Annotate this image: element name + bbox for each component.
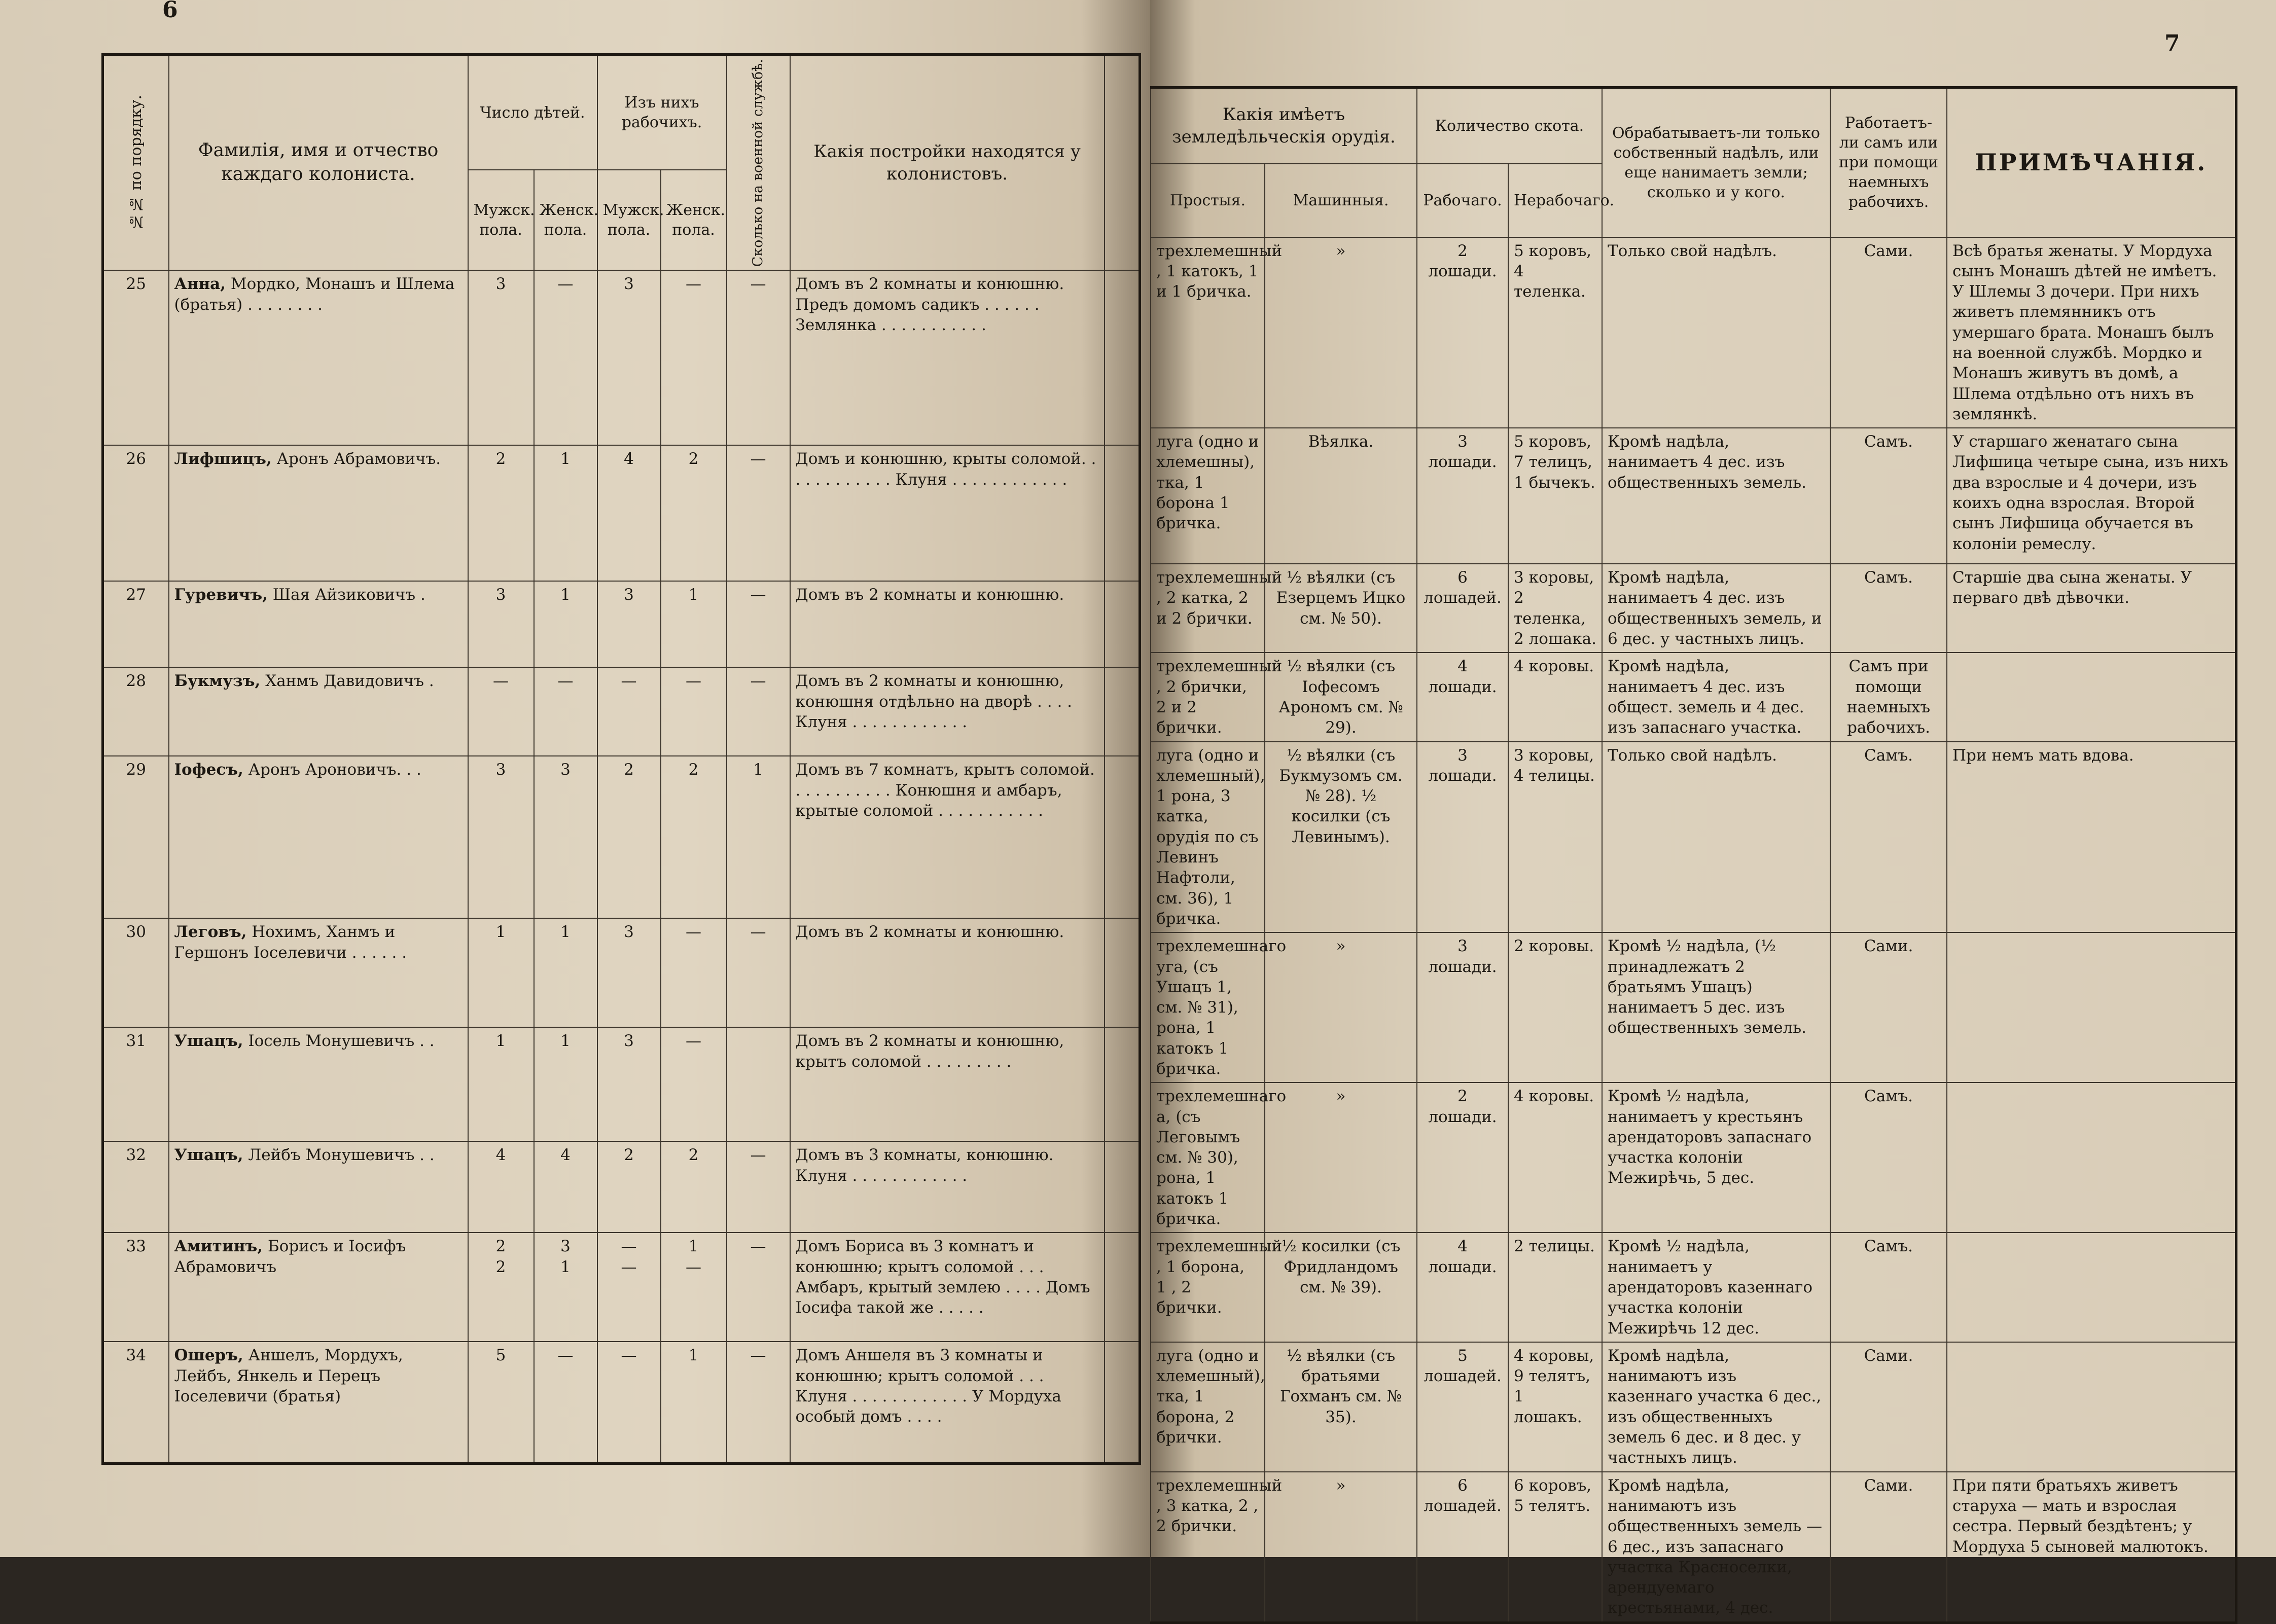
cattle-nonworking: 4 коровы.	[1508, 653, 1602, 741]
workers-male: — —	[597, 1233, 661, 1342]
tools-simple: трехлемешный , 1 борона, 1 , 2 брички.	[1151, 1233, 1265, 1342]
cattle-working: 3 лошади.	[1417, 742, 1508, 933]
table-row	[1151, 1342, 2236, 1472]
labor: Самъ при помощи наемныхъ рабочихъ.	[1830, 653, 1947, 741]
tools-simple: трехлемешный , 2 катка, 2 и 2 брички.	[1151, 564, 1265, 653]
labor: Сами.	[1830, 932, 1947, 1082]
cut-cell	[1105, 756, 1140, 918]
tools-machine: ½ вѣялки (съ Іофесомъ Арономъ см. № 29).	[1265, 653, 1417, 741]
military-service: —	[727, 270, 790, 445]
tools-simple: луга (одно и хлемешный), тка, 1 борона, 2 брички.	[1151, 1342, 1265, 1472]
military-service: —	[727, 1342, 790, 1463]
notes: Старшіе два сына женаты. У перваго двѣ дѣвочки.	[1947, 564, 2236, 653]
children-male: 4	[468, 1141, 534, 1233]
cattle-nonworking: 6 коровъ, 5 телятъ.	[1508, 1472, 1602, 1623]
children-female: 4	[534, 1141, 597, 1233]
labor: Сами.	[1830, 1472, 1947, 1623]
cattle-nonworking: 2 телицы.	[1508, 1233, 1602, 1342]
labor: Самъ.	[1830, 428, 1947, 564]
labor: Сами.	[1830, 1342, 1947, 1472]
cattle-working: 6 лошадей.	[1417, 564, 1508, 653]
header-workers: Изъ нихъ рабочихъ.	[597, 55, 727, 170]
row-number: 34	[103, 1342, 169, 1463]
cattle-nonworking: 2 коровы.	[1508, 932, 1602, 1082]
workers-female: 2	[661, 756, 727, 918]
colonist-name	[169, 667, 468, 756]
header-notes: ПРИМѢЧАНІЯ.	[1947, 88, 2236, 237]
children-female: 1	[534, 1027, 597, 1141]
workers-male: 4	[597, 445, 661, 581]
table-row	[1151, 1082, 2236, 1233]
tools-machine: »	[1265, 932, 1417, 1082]
workers-male: 2	[597, 756, 661, 918]
labor: Самъ.	[1830, 1082, 1947, 1233]
table-row	[1151, 237, 2236, 428]
buildings: Домъ въ 2 комнаты и конюшню, крытъ соломой . . . . . . . . .	[790, 1027, 1105, 1141]
notes	[1947, 1233, 2236, 1342]
colonist-given-names: Шая Айзиковичъ .	[267, 586, 425, 604]
colonist-name	[169, 270, 468, 445]
cattle-working: 2 лошади.	[1417, 237, 1508, 428]
land-usage: Кромѣ надѣла, нанимаетъ 4 дес. изъ общест. земель и 4 дес. изъ запаснаго участка.	[1602, 653, 1830, 741]
workers-male: 3	[597, 1027, 661, 1141]
colonist-name	[169, 918, 468, 1027]
buildings: Домъ и конюшню, крыты соломой. . . . . . . . . . . . Клуня . . . . . . . . . . . .	[790, 445, 1105, 581]
labor: Самъ.	[1830, 564, 1947, 653]
left-census-table	[101, 53, 1141, 1465]
children-male: 2	[468, 445, 534, 581]
cattle-working: 6 лошадей.	[1417, 1472, 1508, 1623]
buildings: Домъ Бориса въ 3 комнатъ и конюшню; крытъ соломой . . . Амбаръ, крытый землею . . . . Домъ Іосифа такой же . . . . .	[790, 1233, 1105, 1342]
land-usage: Кромѣ ½ надѣла, нанимаетъ у крестьянъ арендаторовъ запаснаго участка колоніи Межирѣчь, 5 дес.	[1602, 1082, 1830, 1233]
cut-cell	[1105, 445, 1140, 581]
workers-female: 1 —	[661, 1233, 727, 1342]
children-male: —	[468, 667, 534, 756]
military-service: 1	[727, 756, 790, 918]
page-number-right: 7	[2164, 30, 2180, 56]
land-usage: Кромѣ надѣла, нанимаютъ изъ общественныхъ земель — 6 дес., изъ запаснаго участка Красноселки, арендуемаго крестьянами, 4 дес.	[1602, 1472, 1830, 1623]
colonist-given-names: Аронъ Ароновичъ. . .	[243, 761, 421, 779]
land-usage: Кромѣ ½ надѣла, (½ принадлежатъ 2 братьямъ Ушацъ) нанимаетъ 5 дес. изъ общественныхъ земель.	[1602, 932, 1830, 1082]
page-number-left: 6	[162, 0, 178, 23]
cut-cell	[1105, 1027, 1140, 1141]
header-tools: Какія имѣетъ земледѣльческія орудія.	[1151, 88, 1417, 164]
buildings: Домъ въ 2 комнаты и конюшню. Предъ домомъ садикъ . . . . . . Землянка . . . . . . . . . . .	[790, 270, 1105, 445]
colonist-surname: Амитинъ,	[174, 1237, 263, 1256]
tools-machine: ½ косилки (съ Фридландомъ см. № 39).	[1265, 1233, 1417, 1342]
cut-cell	[1105, 270, 1140, 445]
colonist-given-names: Аншелъ, Мордухъ, Лейбъ, Янкель и Перецъ Іоселевичи (братья)	[174, 1346, 403, 1405]
workers-female: 2	[661, 1141, 727, 1233]
header-children-male: Мужск. пола.	[468, 170, 534, 270]
buildings: Домъ въ 2 комнаты и конюшню.	[790, 918, 1105, 1027]
cattle-working: 3 лошади.	[1417, 932, 1508, 1082]
tools-simple: трехлемешный , 3 катка, 2 , 2 брички.	[1151, 1472, 1265, 1623]
colonist-surname: Ушацъ,	[174, 1146, 243, 1165]
colonist-given-names: Лейбъ Монушевичъ . .	[243, 1146, 435, 1165]
header-children-female: Женск. пола.	[534, 170, 597, 270]
children-male: 1	[468, 1027, 534, 1141]
workers-male: 3	[597, 270, 661, 445]
cut-cell	[1105, 667, 1140, 756]
colonist-name	[169, 1342, 468, 1463]
workers-male: —	[597, 667, 661, 756]
workers-female: 1	[661, 1342, 727, 1463]
labor: Самъ.	[1830, 1233, 1947, 1342]
military-service	[727, 1027, 790, 1141]
table-row	[1151, 932, 2236, 1082]
row-number: 30	[103, 918, 169, 1027]
table-row	[103, 581, 1140, 667]
tools-simple: трехлемешный , 2 брички, 2 и 2 брички.	[1151, 653, 1265, 741]
row-number: 25	[103, 270, 169, 445]
cut-cell	[1105, 581, 1140, 667]
workers-female: 2	[661, 445, 727, 581]
table-row	[103, 445, 1140, 581]
table-row	[103, 918, 1140, 1027]
military-service: —	[727, 1141, 790, 1233]
tools-machine: ½ вѣялки (съ братьями Гохманъ см. № 35).	[1265, 1342, 1417, 1472]
workers-male: 3	[597, 918, 661, 1027]
tools-machine: ½ вѣялки (съ Езерцемъ Ицко см. № 50).	[1265, 564, 1417, 653]
children-female: —	[534, 270, 597, 445]
row-number: 29	[103, 756, 169, 918]
tools-simple: трехлемешнаго уга, (съ Ушацъ 1, см. № 31), рона, 1 катокъ 1 бричка.	[1151, 932, 1265, 1082]
cattle-nonworking: 4 коровы.	[1508, 1082, 1602, 1233]
cut-cell	[1105, 1342, 1140, 1463]
children-male: 3	[468, 756, 534, 918]
row-number: 26	[103, 445, 169, 581]
table-row	[1151, 742, 2236, 933]
cut-cell	[1105, 1141, 1140, 1233]
table-row	[103, 270, 1140, 445]
buildings: Домъ въ 2 комнаты и конюшню, конюшня отдѣльно на дворѣ . . . . Клуня . . . . . . . . . . . .	[790, 667, 1105, 756]
buildings: Домъ въ 2 комнаты и конюшню.	[790, 581, 1105, 667]
colonist-surname: Лифшицъ,	[174, 450, 272, 468]
header-land: Обрабатываетъ-ли только собственный надѣлъ, или еще нанимаетъ земли; сколько и у кого.	[1602, 88, 1830, 237]
header-row-number: №№ по порядку.	[103, 55, 169, 271]
header-buildings: Какія постройки находятся у колонистовъ.	[790, 55, 1105, 271]
tools-machine: »	[1265, 1082, 1417, 1233]
cattle-nonworking: 4 коровы, 9 телятъ, 1 лошакъ.	[1508, 1342, 1602, 1472]
buildings: Домъ Аншеля въ 3 комнаты и конюшню; крытъ соломой . . . Клуня . . . . . . . . . . . . У Мордуха особый домъ . . . .	[790, 1342, 1105, 1463]
cattle-nonworking: 3 коровы, 4 телицы.	[1508, 742, 1602, 933]
land-usage: Только свой надѣлъ.	[1602, 742, 1830, 933]
buildings: Домъ въ 7 комнатъ, крытъ соломой. . . . . . . . . . . Конюшня и амбаръ, крытые соломой . . . . . . . . . . .	[790, 756, 1105, 918]
cattle-nonworking: 5 коровъ, 4 теленка.	[1508, 237, 1602, 428]
notes: При пяти братьяхъ живетъ старуха — мать и взрослая сестра. Первый бездѣтенъ; у Мордуха 5 сыновей малютокъ.	[1947, 1472, 2236, 1623]
workers-female: 1	[661, 581, 727, 667]
header-cattle: Количество скота.	[1417, 88, 1602, 164]
colonist-name	[169, 445, 468, 581]
land-usage: Только свой надѣлъ.	[1602, 237, 1830, 428]
colonist-surname: Букмузъ,	[174, 672, 261, 691]
cattle-working: 3 лошади.	[1417, 428, 1508, 564]
children-female: 1	[534, 918, 597, 1027]
labor: Самъ.	[1830, 742, 1947, 933]
cattle-working: 5 лошадей.	[1417, 1342, 1508, 1472]
header-workers-male: Мужск. пола.	[597, 170, 661, 270]
children-male: 3	[468, 581, 534, 667]
table-row	[103, 667, 1140, 756]
colonist-surname: Гуревичъ,	[174, 586, 268, 604]
colonist-surname: Анна,	[174, 275, 226, 294]
tools-machine: ½ вѣялки (съ Букмузомъ см. № 28). ½ косилки (съ Левинымъ).	[1265, 742, 1417, 933]
table-row	[103, 1233, 1140, 1342]
notes	[1947, 932, 2236, 1082]
table-row	[1151, 564, 2236, 653]
labor: Сами.	[1830, 237, 1947, 428]
military-service: —	[727, 667, 790, 756]
tools-simple: луга (одно и хлемешный), 1 рона, 3 катка, орудія по съ Левинъ Нафтоли, см. 36), 1 бричка.	[1151, 742, 1265, 933]
children-female: 3 1	[534, 1233, 597, 1342]
colonist-name	[169, 1233, 468, 1342]
colonist-name	[169, 756, 468, 918]
workers-female: —	[661, 270, 727, 445]
cattle-working: 4 лошади.	[1417, 1233, 1508, 1342]
table-row	[103, 1141, 1140, 1233]
children-female: —	[534, 1342, 597, 1463]
workers-male: —	[597, 1342, 661, 1463]
cattle-nonworking: 3 коровы, 2 теленка, 2 лошака.	[1508, 564, 1602, 653]
tools-simple: трехлемешнаго а, (съ Леговымъ см. № 30), рона, 1 катокъ 1 бричка.	[1151, 1082, 1265, 1233]
colonist-given-names: Борисъ и Іосифъ Абрамовичъ	[174, 1237, 406, 1276]
colonist-surname: Ошеръ,	[174, 1346, 243, 1365]
left-page	[0, 0, 1150, 1557]
cattle-working: 4 лошади.	[1417, 653, 1508, 741]
tools-simple: трехлемешный , 1 катокъ, 1 и 1 бричка.	[1151, 237, 1265, 428]
table-row	[1151, 428, 2236, 564]
table-row	[1151, 1233, 2236, 1342]
header-cattle-working: Рабочаго.	[1417, 164, 1508, 237]
children-male: 1	[468, 918, 534, 1027]
children-male: 3	[468, 270, 534, 445]
children-male: 2 2	[468, 1233, 534, 1342]
notes	[1947, 1342, 2236, 1472]
military-service: —	[727, 445, 790, 581]
table-row	[103, 1027, 1140, 1141]
table-row	[103, 756, 1140, 918]
buildings: Домъ въ 3 комнаты, конюшню. Клуня . . . . . . . . . . . .	[790, 1141, 1105, 1233]
military-service: —	[727, 581, 790, 667]
colonist-given-names: Іосель Монушевичъ . .	[243, 1032, 435, 1051]
header-labor: Работаетъ-ли самъ или при помощи наемныхъ рабочихъ.	[1830, 88, 1947, 237]
colonist-name	[169, 1141, 468, 1233]
header-children: Число дѣтей.	[468, 55, 597, 170]
right-census-table	[1150, 86, 2237, 1624]
military-service: —	[727, 1233, 790, 1342]
children-female: 1	[534, 445, 597, 581]
tools-machine: »	[1265, 237, 1417, 428]
row-number: 33	[103, 1233, 169, 1342]
header-tools-simple: Простыя.	[1151, 164, 1265, 237]
notes	[1947, 1082, 2236, 1233]
colonist-name	[169, 581, 468, 667]
header-name: Фамилія, имя и отчество каждаго колониста.	[169, 55, 468, 271]
table-row	[1151, 653, 2236, 741]
tools-machine: Вѣялка.	[1265, 428, 1417, 564]
header-cattle-nonworking: Нерабочаго.	[1508, 164, 1602, 237]
workers-male: 2	[597, 1141, 661, 1233]
children-female: 1	[534, 581, 597, 667]
land-usage: Кромѣ надѣла, нанимаетъ 4 дес. изъ общественныхъ земель.	[1602, 428, 1830, 564]
workers-female: —	[661, 667, 727, 756]
children-female: 3	[534, 756, 597, 918]
right-page	[1150, 0, 2276, 1617]
header-workers-female: Женск. пола.	[661, 170, 727, 270]
colonist-given-names: Ханмъ Давидовичъ .	[260, 672, 434, 691]
tools-simple: луга (одно и хлемешны), тка, 1 борона 1 бричка.	[1151, 428, 1265, 564]
notes	[1947, 653, 2236, 741]
row-number: 32	[103, 1141, 169, 1233]
notes: При немъ мать вдова.	[1947, 742, 2236, 933]
row-number: 27	[103, 581, 169, 667]
colonist-given-names: Мордко, Монашъ и Шлема (братья) . . . . . . . .	[174, 275, 455, 314]
tools-machine: »	[1265, 1472, 1417, 1623]
row-number: 31	[103, 1027, 169, 1141]
row-number: 28	[103, 667, 169, 756]
notes: Всѣ братья женаты. У Мордуха сынъ Монашъ дѣтей не имѣетъ. У Шлемы 3 дочери. При нихъ живетъ племянникъ отъ умершаго брата. Монашъ былъ на военной службѣ. Мордко и Монашъ живутъ въ домѣ, а Шлема отдѣльно отъ нихъ въ землянкѣ.	[1947, 237, 2236, 428]
cattle-nonworking: 5 коровъ, 7 телицъ, 1 бычекъ.	[1508, 428, 1602, 564]
land-usage: Кромѣ надѣла, нанимаетъ 4 дес. изъ общественныхъ земель, и 6 дес. у частныхъ лицъ.	[1602, 564, 1830, 653]
table-row	[103, 1342, 1140, 1463]
table-row	[1151, 1472, 2236, 1623]
header-cut-column	[1105, 55, 1140, 271]
cattle-working: 2 лошади.	[1417, 1082, 1508, 1233]
colonist-surname: Ушацъ,	[174, 1032, 243, 1051]
notes: У старшаго женатаго сына Лифшица четыре сына, изъ нихъ два взрослые и 4 дочери, изъ коихъ одна взрослая. Второй сынъ Лифшица обучается въ колоніи ремеслу.	[1947, 428, 2236, 564]
colonist-surname: Іофесъ,	[174, 761, 243, 779]
military-service: —	[727, 918, 790, 1027]
children-male: 5	[468, 1342, 534, 1463]
header-military-service: Сколько на военной службѣ.	[727, 55, 790, 271]
land-usage: Кромѣ надѣла, нанимаютъ изъ казеннаго участка 6 дес., изъ общественныхъ земель 6 дес. и 8 дес. у частныхъ лицъ.	[1602, 1342, 1830, 1472]
workers-male: 3	[597, 581, 661, 667]
children-female: —	[534, 667, 597, 756]
land-usage: Кромѣ ½ надѣла, нанимаетъ у арендаторовъ казеннаго участка колоніи Межирѣчь 12 дес.	[1602, 1233, 1830, 1342]
header-tools-machine: Машинныя.	[1265, 164, 1417, 237]
cut-cell	[1105, 918, 1140, 1027]
colonist-given-names: Нохимъ, Ханмъ и Гершонъ Іоселевичи . . . . . .	[174, 923, 407, 962]
colonist-given-names: Аронъ Абрамовичъ.	[271, 450, 441, 468]
cut-cell	[1105, 1233, 1140, 1342]
colonist-name	[169, 1027, 468, 1141]
colonist-surname: Леговъ,	[174, 923, 247, 942]
workers-female: —	[661, 918, 727, 1027]
workers-female: —	[661, 1027, 727, 1141]
